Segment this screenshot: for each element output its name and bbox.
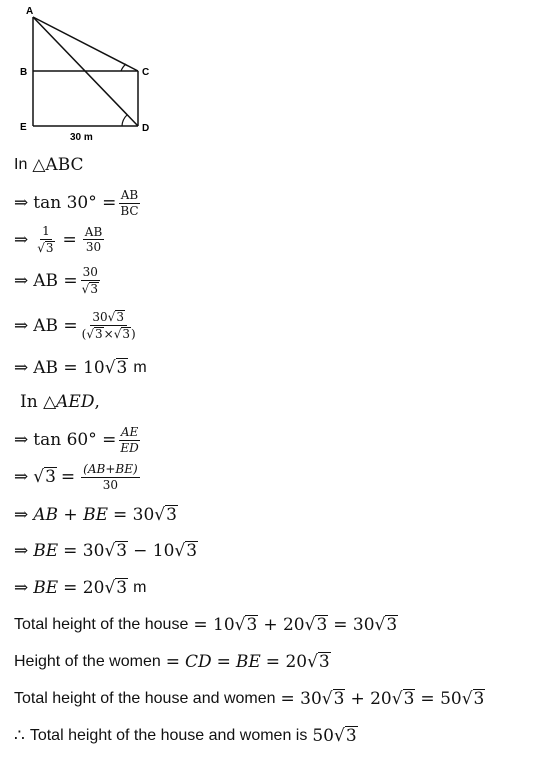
radicand: 3 bbox=[45, 240, 54, 255]
sqrt-symbol: √ bbox=[174, 541, 186, 561]
radicand: 3 bbox=[316, 615, 328, 636]
plus-term: + 20 bbox=[350, 689, 392, 709]
radicand: 3 bbox=[403, 689, 415, 710]
denominator: √3 bbox=[81, 281, 98, 296]
paren-close: ) bbox=[131, 327, 136, 342]
sqrt-symbol: √ bbox=[304, 615, 316, 635]
base-length-label: 30 m bbox=[70, 132, 93, 143]
numerator: AB bbox=[120, 188, 139, 202]
equals-term: = 10 bbox=[193, 615, 235, 635]
unit: m bbox=[133, 359, 147, 376]
step-tan30 bbox=[14, 189, 143, 217]
implies-arrow: ⇒ bbox=[14, 578, 29, 598]
sqrt-symbol: √ bbox=[33, 467, 45, 488]
comma: , bbox=[94, 392, 100, 412]
sqrt-symbol: √ bbox=[154, 505, 166, 525]
sqrt-symbol: √ bbox=[104, 541, 116, 561]
step-lhs: AB + BE bbox=[33, 505, 108, 525]
step-be-diff bbox=[14, 541, 198, 561]
fraction bbox=[35, 225, 56, 255]
equals-sign: = bbox=[216, 652, 231, 672]
sqrt-symbol: √ bbox=[307, 652, 318, 672]
denominator: √3 bbox=[37, 240, 54, 255]
fraction bbox=[81, 463, 139, 491]
radicand: 3 bbox=[116, 578, 128, 599]
minus-term: − 10 bbox=[133, 541, 175, 561]
sqrt-symbol: √ bbox=[104, 578, 116, 598]
denominator: 30 bbox=[85, 240, 102, 255]
step-root3-equation bbox=[14, 463, 142, 491]
sqrt-symbol: √ bbox=[234, 615, 246, 635]
total-height-house-and-women bbox=[14, 689, 485, 709]
paren-open: ( bbox=[81, 327, 87, 342]
fraction bbox=[83, 226, 104, 254]
equals-term: = 20 bbox=[265, 652, 308, 672]
step-lhs: tan 60° = bbox=[33, 430, 117, 451]
step-one-over-root3 bbox=[14, 225, 106, 255]
sqrt-symbol: √ bbox=[461, 689, 473, 709]
angle-arc-d bbox=[122, 115, 127, 126]
radicand: 3 bbox=[166, 505, 177, 526]
triangle-name: AED bbox=[56, 392, 95, 412]
radicand: 3 bbox=[186, 541, 198, 562]
equals-sign: = bbox=[60, 467, 76, 488]
step-in-triangle-abc bbox=[14, 155, 84, 175]
radicand: 3 bbox=[386, 615, 398, 636]
denominator: BC bbox=[120, 203, 139, 218]
denominator: (√3×√3) bbox=[81, 327, 136, 342]
step-lhs: BE bbox=[33, 541, 59, 561]
step-lhs: AB = bbox=[33, 270, 78, 291]
label-e: E bbox=[20, 122, 27, 133]
angle-arc-c bbox=[121, 64, 126, 71]
radicand: 3 bbox=[116, 310, 124, 324]
final-coefficient: 50 bbox=[312, 726, 334, 746]
numerator: (AB+BE) bbox=[83, 462, 138, 476]
equals-sign: = bbox=[62, 229, 77, 250]
step-rhs: = 30 bbox=[63, 541, 105, 561]
fraction bbox=[80, 266, 101, 296]
step-lhs: tan 30° = bbox=[33, 193, 117, 214]
radicand: 3 bbox=[116, 541, 128, 562]
implies-arrow: ⇒ bbox=[14, 505, 29, 525]
implies-arrow: ⇒ bbox=[14, 270, 29, 291]
total-height-house bbox=[14, 615, 398, 635]
implies-arrow: ⇒ bbox=[14, 229, 29, 250]
radicand: 3 bbox=[473, 689, 485, 710]
step-ab-30-over-root3 bbox=[14, 266, 103, 296]
numerator: 1 bbox=[42, 224, 50, 238]
plus-term: + 20 bbox=[263, 615, 305, 635]
implies-arrow: ⇒ bbox=[14, 315, 29, 336]
radicand: 3 bbox=[318, 652, 330, 673]
step-rationalize bbox=[14, 310, 140, 341]
step-lhs: AB = 10 bbox=[33, 358, 105, 378]
radicand: 3 bbox=[116, 358, 128, 379]
step-lhs: BE bbox=[33, 578, 59, 598]
triangle-name: ABC bbox=[45, 155, 84, 175]
numerator: 30 bbox=[82, 265, 98, 279]
step-text: Height of the women bbox=[14, 653, 161, 670]
step-tan60 bbox=[14, 426, 143, 454]
equals-term: = 30 bbox=[333, 615, 375, 635]
radicand: 3 bbox=[333, 689, 345, 710]
step-rhs: = 20 bbox=[63, 578, 105, 598]
step-text: Total height of the house and women is bbox=[29, 727, 308, 744]
equals-sign: = bbox=[165, 652, 180, 672]
implies-arrow: ⇒ bbox=[14, 467, 29, 488]
step-ab-plus-be bbox=[14, 505, 178, 525]
step-rhs: = 30 bbox=[112, 505, 155, 525]
radicand: 3 bbox=[90, 281, 98, 296]
step-text: In △ bbox=[20, 392, 57, 412]
therefore-symbol: ∴ bbox=[14, 726, 25, 746]
label-b: B bbox=[20, 67, 28, 78]
step-in-triangle-aed bbox=[20, 392, 100, 412]
numerator: AB bbox=[84, 224, 103, 239]
height-of-women bbox=[14, 652, 331, 672]
fraction bbox=[118, 426, 140, 454]
denominator: ED bbox=[120, 440, 139, 455]
sqrt-symbol: √ bbox=[333, 726, 345, 746]
implies-arrow: ⇒ bbox=[14, 358, 29, 378]
segment-be: BE bbox=[235, 652, 261, 672]
step-be-result bbox=[14, 578, 146, 598]
unit: m bbox=[133, 579, 147, 596]
numerator: 30√3 bbox=[90, 310, 127, 326]
conclusion bbox=[14, 726, 358, 746]
numerator: AE bbox=[120, 425, 139, 439]
label-d: D bbox=[142, 123, 150, 134]
line-ac bbox=[33, 17, 138, 71]
step-text: Total height of the house bbox=[14, 616, 189, 633]
triangle-symbol: △ bbox=[32, 155, 46, 175]
geometry-figure bbox=[14, 4, 161, 146]
triangle-diagram bbox=[14, 4, 161, 146]
label-a: A bbox=[26, 6, 34, 17]
coefficient: 30 bbox=[92, 310, 108, 324]
radicand: 3 bbox=[95, 327, 103, 342]
fraction bbox=[118, 189, 140, 217]
sqrt-symbol: √ bbox=[391, 689, 403, 709]
sqrt-symbol: √ bbox=[374, 615, 386, 635]
radicand: 3 bbox=[122, 327, 131, 342]
radicand: 3 bbox=[45, 467, 56, 488]
equals-term: = 30 bbox=[280, 689, 322, 709]
radicand: 3 bbox=[246, 615, 258, 636]
step-ab-result bbox=[14, 358, 147, 378]
implies-arrow: ⇒ bbox=[14, 430, 29, 451]
denominator: 30 bbox=[102, 477, 119, 492]
step-text: In bbox=[14, 156, 28, 173]
equals-term: = 50 bbox=[420, 689, 462, 709]
step-text: Total height of the house and women bbox=[14, 690, 276, 707]
label-c: C bbox=[142, 67, 150, 78]
sqrt-symbol: √ bbox=[104, 358, 116, 378]
step-lhs: AB = bbox=[33, 315, 78, 336]
radicand: 3 bbox=[345, 726, 357, 747]
implies-arrow: ⇒ bbox=[14, 541, 29, 561]
segment-cd: CD bbox=[185, 652, 212, 672]
sqrt-symbol: √ bbox=[321, 689, 333, 709]
fraction bbox=[80, 310, 138, 341]
times-sign: × bbox=[103, 327, 114, 342]
implies-arrow: ⇒ bbox=[14, 193, 29, 214]
